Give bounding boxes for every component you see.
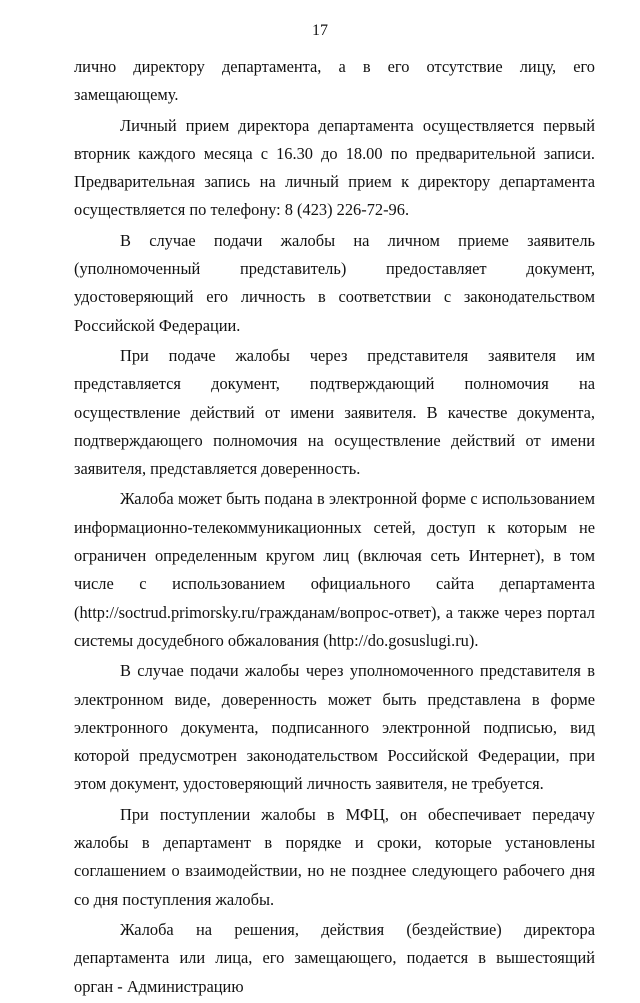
paragraph-identity-document: В случае подачи жалобы на личном приеме заявитель (уполномоченный представитель) предоставляет документ, удостоверяющий его личность в соответствии с законодательством Российской Федерации. xyxy=(74,230,595,335)
paragraph-continuation: лично директору департамента, а в его отсутствие лицу, его замещающему. xyxy=(74,57,595,105)
paragraph-electronic-complaint: Жалоба может быть подана в электронной форме с использованием информационно-телекоммуникационных сетей, доступ к которым не ограничен определенным кругом лиц (включая сеть Интернет), в том числе с использованием официального сайта департамента (http://soctrud.primorsky.ru/гражданам/вопрос-ответ), а также через портал системы досудебного обжалования (http://do.gosuslugi.ru). xyxy=(74,489,595,650)
page-number: 17 xyxy=(312,22,328,39)
paragraph-representative-authority: При подаче жалобы через представителя заявителя им представляется документ, подтверждающий полномочия на осуществление действий от имени заявителя. В качестве документа, подтверждающего полномочия на осуществление действий от имени заявителя, представляется доверенность. xyxy=(74,345,595,479)
document-body xyxy=(74,53,595,1003)
paragraph-personal-reception: Личный прием директора департамента осуществляется первый вторник каждого месяца с 16.30 до 18.00 по предварительной записи. Предварительная запись на личный прием к директору департамента осуществляется по телефону: 8 (423) 226-72-96. xyxy=(74,115,595,220)
paragraph-mfc-transfer: При поступлении жалобы в МФЦ, он обеспечивает передачу жалобы в департамент в порядке и сроки, которые установлены соглашением о взаимодействии, но не позднее следующего рабочего дня со дня поступления жалобы. xyxy=(74,804,595,909)
paragraph-electronic-proxy: В случае подачи жалобы через уполномоченного представителя в электронном виде, доверенность может быть представлена в форме электронного документа, подписанного электронной подписью, вид которой предусмотрен законодательством Российской Федерации, при этом документ, удостоверяющий личность заявителя, не требуется. xyxy=(74,661,595,794)
paragraph-appeal-higher-body: Жалоба на решения, действия (бездействие) директора департамента или лица, его замещающего, подается в вышестоящий орган - Администрацию xyxy=(74,919,595,996)
